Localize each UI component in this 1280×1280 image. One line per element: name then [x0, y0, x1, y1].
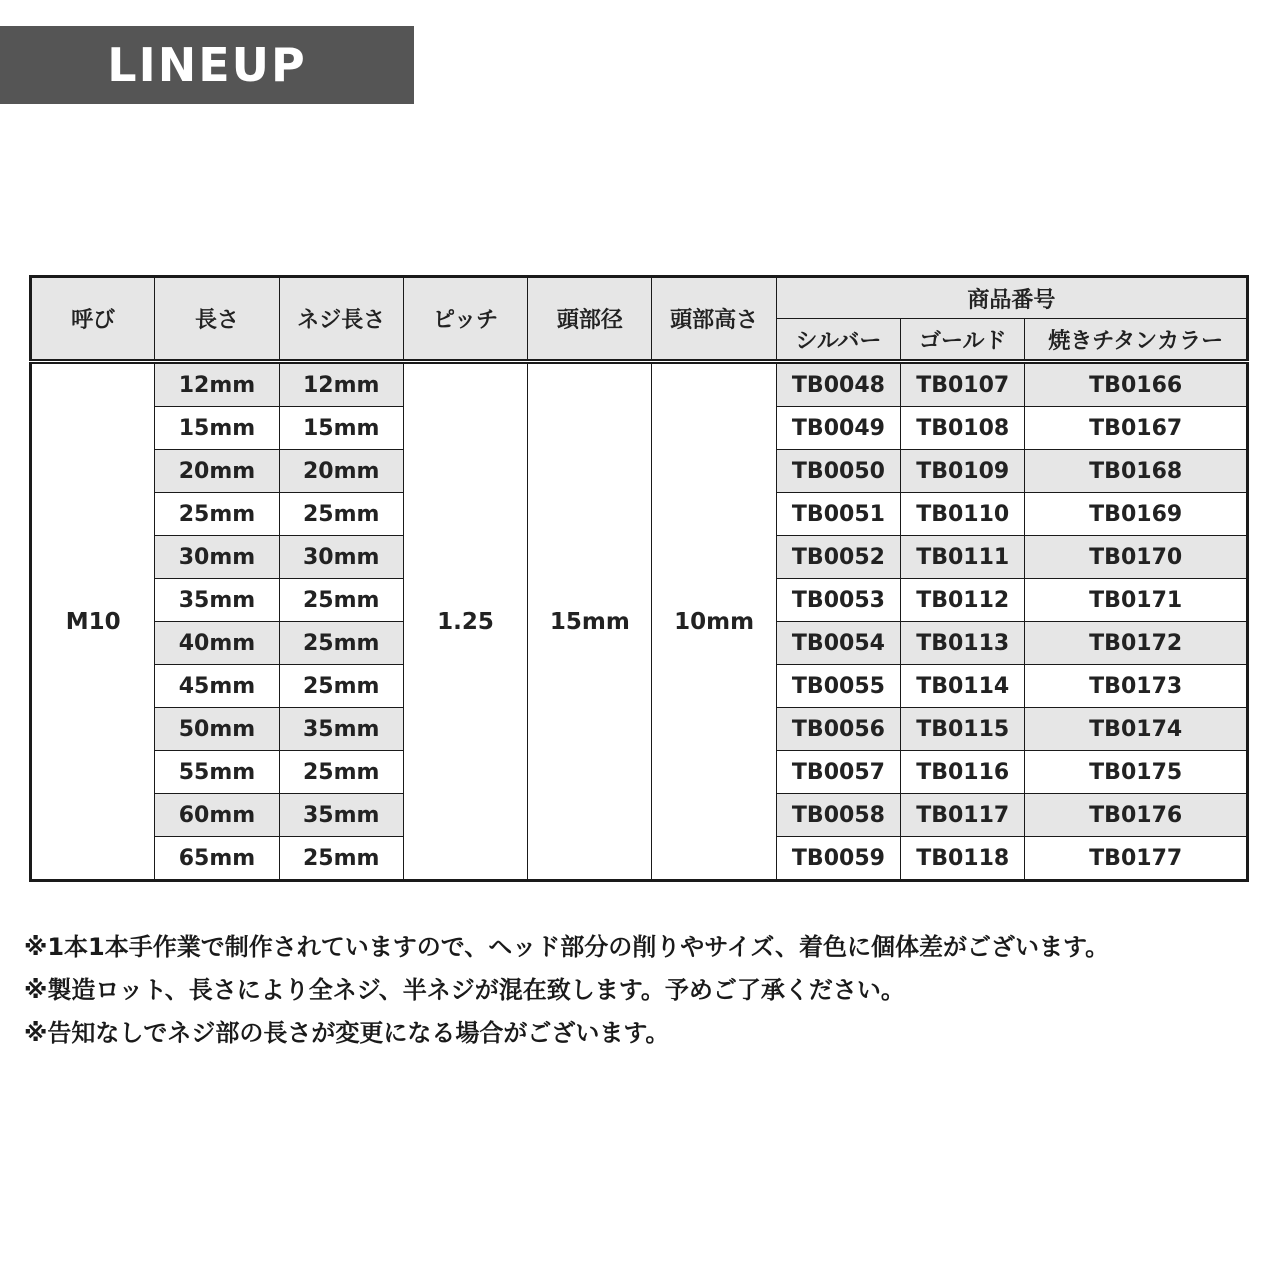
notes	[24, 926, 1264, 1055]
silver-code-cell: TB0052	[776, 536, 900, 579]
thread-length-cell: 25mm	[279, 493, 403, 536]
silver-code-cell: TB0053	[776, 579, 900, 622]
banner-title: LINEUP	[107, 38, 307, 92]
burnt-titanium-code-cell: TB0173	[1025, 665, 1248, 708]
burnt-titanium-code-cell: TB0168	[1025, 450, 1248, 493]
lineup-banner	[0, 26, 414, 104]
length-cell: 50mm	[155, 708, 279, 751]
lineup-spec-table	[29, 275, 1249, 882]
header-length: 長さ	[155, 277, 279, 362]
header-burnt-titanium: 焼きチタンカラー	[1025, 319, 1248, 362]
thread-length-cell: 25mm	[279, 665, 403, 708]
silver-code-cell: TB0054	[776, 622, 900, 665]
burnt-titanium-code-cell: TB0169	[1025, 493, 1248, 536]
thread-length-cell: 25mm	[279, 751, 403, 794]
gold-code-cell: TB0116	[901, 751, 1025, 794]
gold-code-cell: TB0110	[901, 493, 1025, 536]
table-row	[31, 362, 1248, 407]
silver-code-cell: TB0059	[776, 837, 900, 881]
thread-length-cell: 25mm	[279, 579, 403, 622]
header-thread-length: ネジ長さ	[279, 277, 403, 362]
burnt-titanium-code-cell: TB0167	[1025, 407, 1248, 450]
header-silver: シルバー	[776, 319, 900, 362]
burnt-titanium-code-cell: TB0172	[1025, 622, 1248, 665]
burnt-titanium-code-cell: TB0177	[1025, 837, 1248, 881]
gold-code-cell: TB0109	[901, 450, 1025, 493]
length-cell: 30mm	[155, 536, 279, 579]
thread-length-cell: 12mm	[279, 362, 403, 407]
silver-code-cell: TB0050	[776, 450, 900, 493]
gold-code-cell: TB0114	[901, 665, 1025, 708]
table-body	[31, 362, 1248, 881]
header-head-diameter: 頭部径	[528, 277, 652, 362]
note-line: ※告知なしでネジ部の長さが変更になる場合がございます。	[24, 1019, 670, 1047]
silver-code-cell: TB0049	[776, 407, 900, 450]
head-diameter-cell: 15mm	[528, 362, 652, 881]
burnt-titanium-code-cell: TB0175	[1025, 751, 1248, 794]
head-height-cell: 10mm	[652, 362, 776, 881]
burnt-titanium-code-cell: TB0166	[1025, 362, 1248, 407]
silver-code-cell: TB0055	[776, 665, 900, 708]
gold-code-cell: TB0113	[901, 622, 1025, 665]
header-product-number: 商品番号	[776, 277, 1247, 319]
burnt-titanium-code-cell: TB0176	[1025, 794, 1248, 837]
thread-length-cell: 25mm	[279, 837, 403, 881]
note-line: ※製造ロット、長さにより全ネジ、半ネジが混在致します。予めご了承ください。	[24, 976, 905, 1004]
gold-code-cell: TB0107	[901, 362, 1025, 407]
header-nominal: 呼び	[31, 277, 155, 362]
length-cell: 60mm	[155, 794, 279, 837]
gold-code-cell: TB0108	[901, 407, 1025, 450]
length-cell: 45mm	[155, 665, 279, 708]
gold-code-cell: TB0115	[901, 708, 1025, 751]
silver-code-cell: TB0051	[776, 493, 900, 536]
silver-code-cell: TB0048	[776, 362, 900, 407]
length-cell: 55mm	[155, 751, 279, 794]
gold-code-cell: TB0111	[901, 536, 1025, 579]
burnt-titanium-code-cell: TB0171	[1025, 579, 1248, 622]
thread-length-cell: 15mm	[279, 407, 403, 450]
header-head-height: 頭部高さ	[652, 277, 776, 362]
note-line: ※1本1本手作業で制作されていますので、ヘッド部分の削りやサイズ、着色に個体差がございます。	[24, 933, 1110, 961]
thread-length-cell: 35mm	[279, 708, 403, 751]
thread-length-cell: 25mm	[279, 622, 403, 665]
gold-code-cell: TB0117	[901, 794, 1025, 837]
length-cell: 12mm	[155, 362, 279, 407]
length-cell: 15mm	[155, 407, 279, 450]
pitch-cell: 1.25	[403, 362, 527, 881]
header-gold: ゴールド	[901, 319, 1025, 362]
length-cell: 20mm	[155, 450, 279, 493]
length-cell: 25mm	[155, 493, 279, 536]
length-cell: 35mm	[155, 579, 279, 622]
thread-length-cell: 35mm	[279, 794, 403, 837]
silver-code-cell: TB0058	[776, 794, 900, 837]
silver-code-cell: TB0057	[776, 751, 900, 794]
gold-code-cell: TB0118	[901, 837, 1025, 881]
gold-code-cell: TB0112	[901, 579, 1025, 622]
burnt-titanium-code-cell: TB0170	[1025, 536, 1248, 579]
burnt-titanium-code-cell: TB0174	[1025, 708, 1248, 751]
nominal-cell: M10	[31, 362, 155, 881]
thread-length-cell: 20mm	[279, 450, 403, 493]
thread-length-cell: 30mm	[279, 536, 403, 579]
header-pitch: ピッチ	[403, 277, 527, 362]
silver-code-cell: TB0056	[776, 708, 900, 751]
length-cell: 65mm	[155, 837, 279, 881]
length-cell: 40mm	[155, 622, 279, 665]
